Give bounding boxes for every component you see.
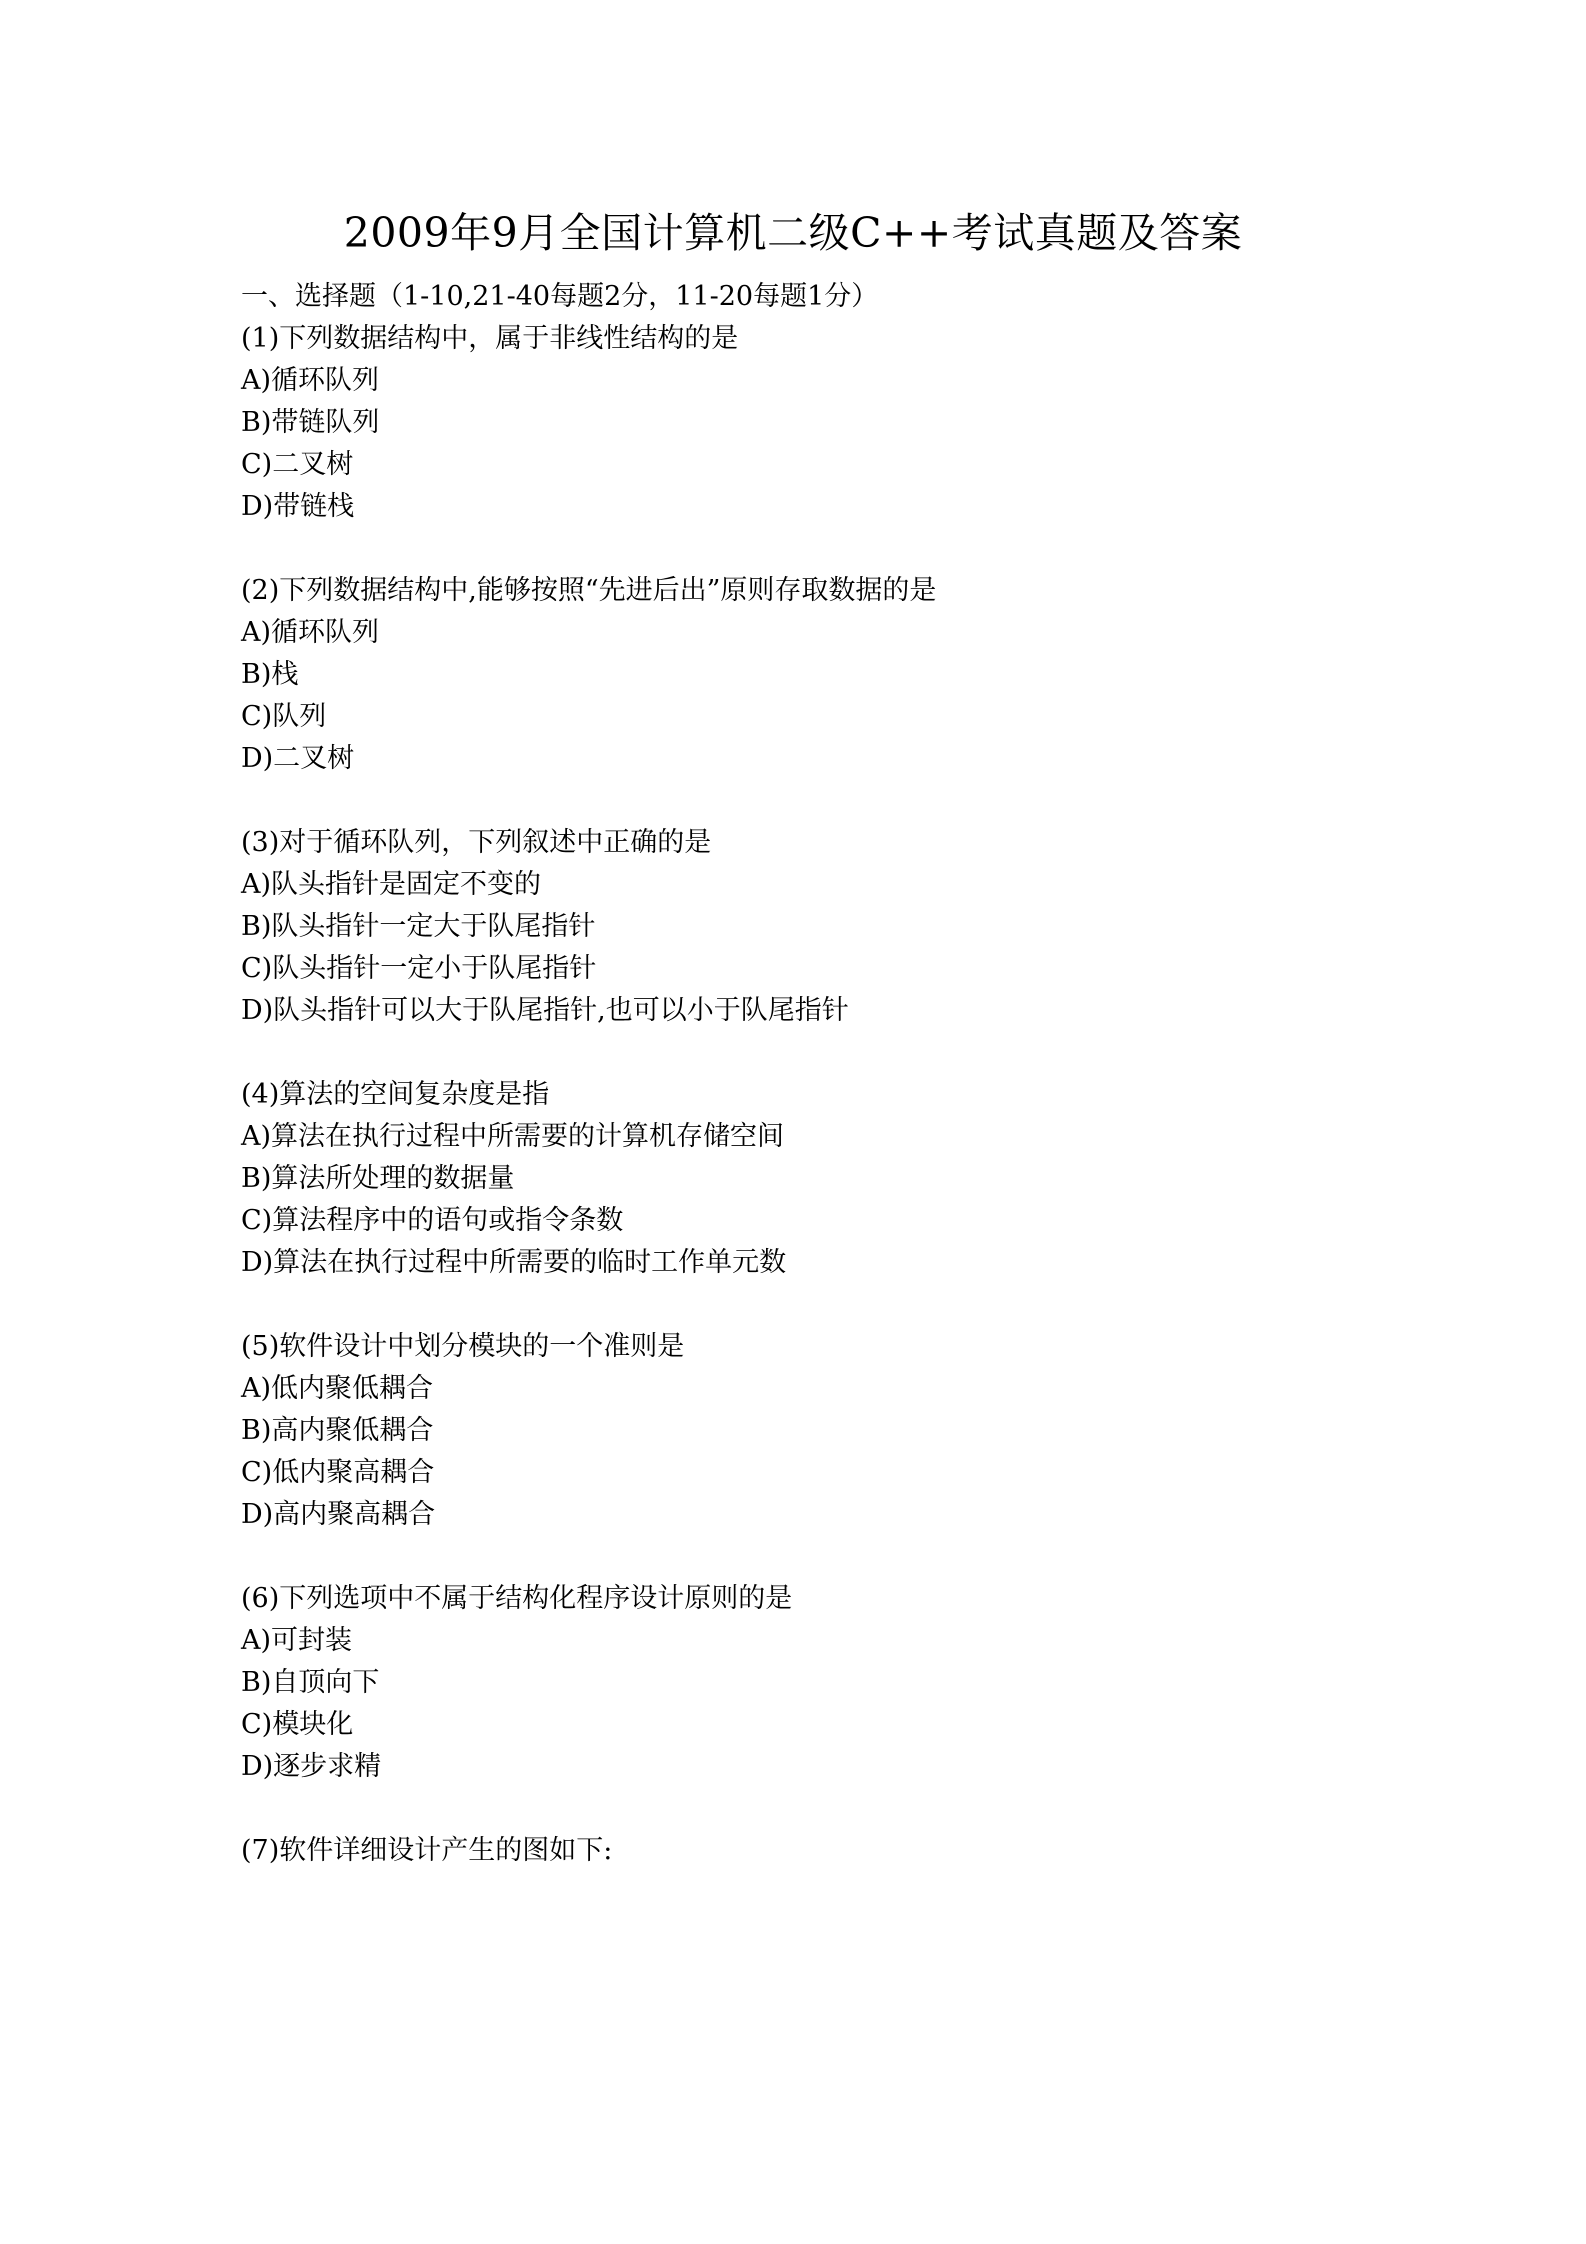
section-heading: 一、选择题（1-10,21-40每题2分，11-20每题1分） [241,281,879,312]
question-stem: (4)算法的空间复杂度是指 [241,1079,550,1110]
option-b: B)自顶向下 [241,1667,380,1698]
option-c: C)模块化 [241,1709,354,1740]
option-b: B)栈 [241,659,299,690]
question-6 [241,1578,1361,1788]
document-title: 2009年9月全国计算机二级C++考试真题及答案 [343,209,1243,257]
question-stem: (2)下列数据结构中,能够按照“先进后出”原则存取数据的是 [241,575,937,606]
question-stem: (7)软件详细设计产生的图如下: [241,1835,613,1866]
option-d: D)队头指针可以大于队尾指针,也可以小于队尾指针 [241,995,849,1026]
option-a: A)队头指针是固定不变的 [241,869,542,900]
option-d: D)逐步求精 [241,1751,382,1782]
question-4 [241,1074,1361,1284]
option-a: A)低内聚低耦合 [241,1373,434,1404]
question-2 [241,570,1361,780]
option-c: C)队列 [241,701,327,732]
question-3 [241,822,1361,1032]
option-c: C)低内聚高耦合 [241,1457,435,1488]
question-stem: (6)下列选项中不属于结构化程序设计原则的是 [241,1583,793,1614]
option-a: A)可封装 [241,1625,353,1656]
document-body [241,276,1361,1872]
option-c: C)算法程序中的语句或指令条数 [241,1205,624,1236]
option-d: D)高内聚高耦合 [241,1499,436,1530]
option-a: A)算法在执行过程中所需要的计算机存储空间 [241,1121,785,1152]
option-b: B)带链队列 [241,407,380,438]
option-b: B)队头指针一定大于队尾指针 [241,911,596,942]
question-stem: (3)对于循环队列，下列叙述中正确的是 [241,827,712,858]
option-c: C)二叉树 [241,449,354,480]
option-c: C)队头指针一定小于队尾指针 [241,953,597,984]
question-7 [241,1830,1361,1872]
option-b: B)算法所处理的数据量 [241,1163,515,1194]
option-d: D)二叉树 [241,743,355,774]
option-d: D)带链栈 [241,491,355,522]
question-5 [241,1326,1361,1536]
option-a: A)循环队列 [241,617,380,648]
option-a: A)循环队列 [241,365,380,396]
question-1 [241,318,1361,528]
option-b: B)高内聚低耦合 [241,1415,434,1446]
option-d: D)算法在执行过程中所需要的临时工作单元数 [241,1247,787,1278]
question-stem: (1)下列数据结构中，属于非线性结构的是 [241,323,739,354]
question-stem: (5)软件设计中划分模块的一个准则是 [241,1331,685,1362]
